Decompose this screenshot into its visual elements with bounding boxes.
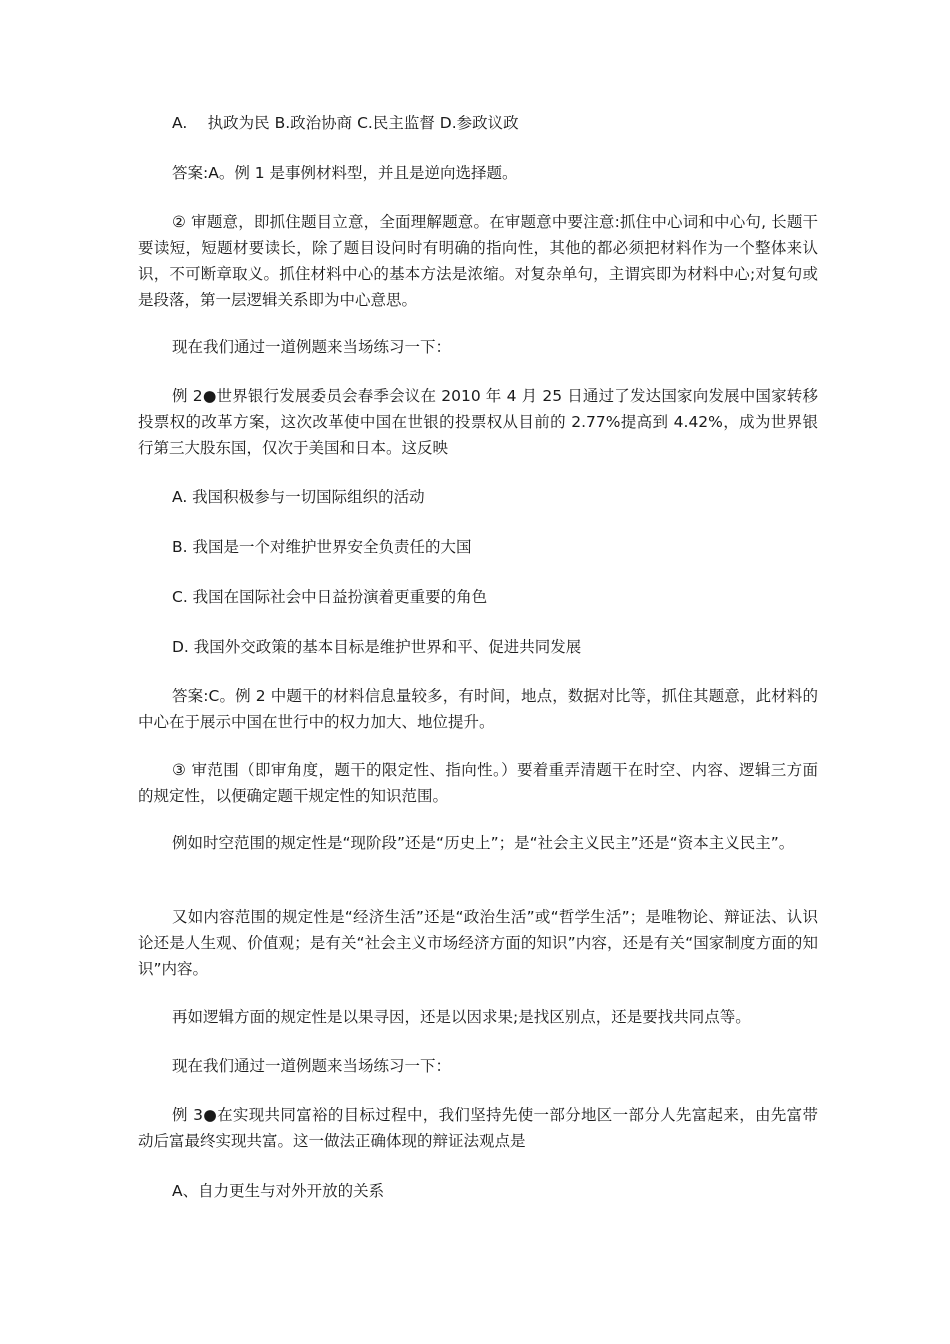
answer-paragraph: 答案:C。例 2 中题干的材料信息量较多，有时间，地点，数据对比等，抓住其题意，此材料的中心在于展示中国在世行中的权力加大、地位提升。 <box>138 687 818 731</box>
option-line: A、自力更生与对外开放的关系 <box>172 1182 385 1200</box>
body-paragraph: 现在我们通过一道例题来当场练习一下： <box>172 338 452 356</box>
option-line: C. 我国在国际社会中日益扮演着更重要的角色 <box>172 588 488 606</box>
body-paragraph: 例如时空范围的规定性是“现阶段”还是“历史上”；是“社会主义民主”还是“资本主义民主”。 <box>172 834 795 852</box>
body-paragraph: 现在我们通过一道例题来当场练习一下： <box>172 1057 452 1075</box>
option-line: A. 执政为民 B.政治协商 C.民主监督 D.参政议政 <box>172 114 519 132</box>
option-line: D. 我国外交政策的基本目标是维护世界和平、促进共同发展 <box>172 638 582 656</box>
answer-paragraph: 答案:A。例 1 是事例材料型，并且是逆向选择题。 <box>172 164 518 182</box>
body-paragraph: ③ 审范围（即审角度，题干的限定性、指向性。）要着重弄清题干在时空、内容、逻辑三方面的规定性，以便确定题干规定性的知识范围。 <box>138 761 818 805</box>
body-paragraph: 又如内容范围的规定性是“经济生活”还是“政治生活”或“哲学生活”；是唯物论、辩证法、认识论还是人生观、价值观；是有关“社会主义市场经济方面的知识”内容，还是有关“国家制度方面的知识”内容。 <box>138 908 818 978</box>
option-line: B. 我国是一个对维护世界安全负责任的大国 <box>172 538 472 556</box>
example-paragraph: 例 2●世界银行发展委员会春季会议在 2010 年 4 月 25 日通过了发达国家向发展中国家转移投票权的改革方案，这次改革使中国在世银的投票权从目前的 2.77%提高到 4.42%，成为世界银行第三大股东国，仅次于美国和日本。这反映 <box>138 387 818 457</box>
option-line: A. 我国积极参与一切国际组织的活动 <box>172 488 425 506</box>
example-paragraph: 例 3●在实现共同富裕的目标过程中，我们坚持先使一部分地区一部分人先富起来，由先富带动后富最终实现共富。这一做法正确体现的辩证法观点是 <box>138 1106 818 1150</box>
body-paragraph: ② 审题意，即抓住题目立意，全面理解题意。在审题意中要注意:抓住中心词和中心句, 长题干要读短，短题材要读长，除了题目设问时有明确的指向性，其他的都必须把材料作为一个整体来认识，不可断章取义。抓住材料中心的基本方法是浓缩。对复杂单句，主谓宾即为材料中心;对复句或是段落，第一层逻辑关系即为中心意思。 <box>138 213 818 309</box>
body-paragraph: 再如逻辑方面的规定性是以果寻因，还是以因求果;是找区别点，还是要找共同点等。 <box>172 1008 751 1026</box>
